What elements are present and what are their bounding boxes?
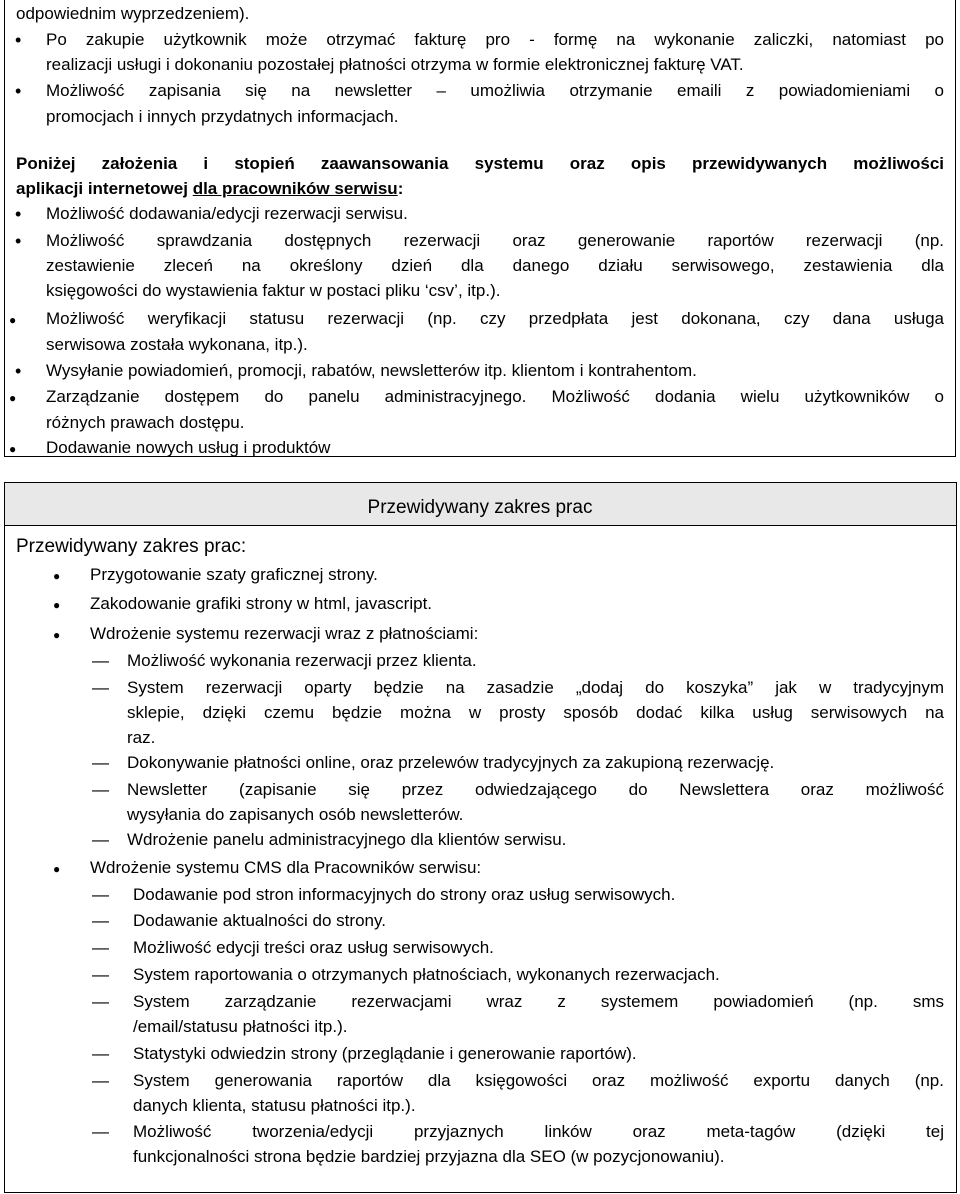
dash-item: System raportowania o otrzymanych płatnościach, wykonanych rezerwacjach. [133,965,720,984]
list-item-cont: różnych prawach dostępu. [46,413,245,432]
dash-item-text: Możliwość wykonania rezerwacji przez klienta. [127,651,477,670]
list-item: ● Przygotowanie szaty graficznej strony. [90,565,378,585]
dash-item: — Możliwość wykonania rezerwacji przez klienta. [92,651,477,670]
section-title: Przewidywany zakres prac [367,497,593,518]
list-item: • Po zakupie użytkownik może otrzymać fakturę pro - formę na wykonanie zaliczki, natomiast po [46,30,944,50]
list-item: ● Dodawanie nowych usług i produktów [46,438,330,458]
list-item: • Wysyłanie powiadomień, promocji, rabatów, newsletterów itp. klientom i kontrahentom. [46,361,697,381]
dash-item: Wdrożenie panelu administracyjnego dla klientów serwisu. [127,830,567,849]
list-item: ● Wdrożenie systemu rezerwacji wraz z płatnościami: [90,624,478,644]
dash-item-cont: wysyłania do zapisanych osób newsletterów. [127,805,464,824]
dash-marker: — [92,911,109,930]
heading-underlined: dla pracowników serwisu [192,179,398,198]
continuation-line: odpowiednim wyprzedzeniem). [16,4,250,23]
dash-item-cont: funkcjonalności strona będzie bardziej przyjazna dla SEO (w pozycjonowaniu). [133,1147,725,1166]
dash-item: Możliwość tworzenia/edycji przyjaznych linków oraz meta-tagów (dzięki tej [133,1122,944,1141]
list-item: • Możliwość sprawdzania dostępnych rezerwacji oraz generowanie raportów rezerwacji (np. [46,231,944,251]
dash-marker: — [92,830,109,849]
list-item: ● Zakodowanie grafiki strony w html, javascript. [90,594,432,614]
list-item: ● Zarządzanie dostępem do panelu administracyjnego. Możliwość dodania wielu użytkowników o [46,387,944,407]
dash-marker: — [92,753,109,772]
dash-item: Możliwość edycji treści oraz usług serwisowych. [133,938,494,957]
list-item-cont: zestawienie zleceń na określony dzień dla danego działu serwisowego, zestawienia dla [46,256,944,275]
dash-marker: — [92,965,109,984]
dash-item: Dodawanie pod stron informacyjnych do strony oraz usług serwisowych. [133,885,676,904]
dash-marker: — [92,1044,109,1063]
dash-item-cont: danych klienta, statusu płatności itp.). [133,1096,416,1115]
section-heading: Poniżej założenia i stopień zaawansowania systemu oraz opis przewidywanych możliwości [16,154,944,173]
dash-marker: — [92,885,109,904]
list-item: ● Możliwość weryfikacji statusu rezerwacji (np. czy przedpłata jest dokonana, czy dana usługa [46,309,944,329]
list-item: • Możliwość dodawania/edycji rezerwacji serwisu. [46,204,408,224]
dash-item: System rezerwacji oparty będzie na zasadzie „dodaj do koszyka” jak w tradycyjnym [127,678,944,697]
dash-marker: — [92,938,109,957]
list-item: • Możliwość zapisania się na newsletter – umożliwia otrzymanie emaili z powiadomieniami o [46,81,944,101]
list-item-cont: serwisowa została wykonana, itp.). [46,335,308,354]
dash-marker: — [92,1122,109,1141]
list-item-cont: księgowości do wystawienia faktur w postaci pliku ‘csv’, itp.). [46,281,501,300]
dash-item-cont: /email/statusu płatności itp.). [133,1017,348,1036]
dash-item: System zarządzanie rezerwacjami wraz z systemem powiadomień (np. sms [133,992,944,1011]
list-item-cont: realizacji usługi i dokonaniu pozostałej płatności otrzyma w formie elektronicznej fakturę VAT. [46,55,744,74]
dash-item: Dokonywanie płatności online, oraz przelewów tradycyjnych za zakupioną rezerwację. [127,753,775,772]
dash-marker: — [92,1071,109,1090]
dash-item: Dodawanie aktualności do strony. [133,911,386,930]
dash-item-cont: sklepie, dzięki czemu będzie można w prosty sposób dodać kilka usług serwisowych na [127,703,944,722]
dash-item: Statystyki odwiedzin strony (przeglądanie i generowanie raportów). [133,1044,637,1063]
dash-item: Newsletter (zapisanie się przez odwiedzającego do Newslettera oraz możliwość [127,780,944,799]
dash-item-cont: raz. [127,728,156,747]
heading-part: aplikacji internetowej [16,179,188,198]
subtitle: Przewidywany zakres prac: [16,536,247,557]
dash-marker: — [92,992,109,1011]
dash-marker: — [92,678,109,697]
dash-marker: — [92,780,109,799]
list-item: ● Wdrożenie systemu CMS dla Pracowników serwisu: [90,858,481,878]
section-heading-cont [16,179,403,199]
heading-colon: : [397,179,404,198]
dash-item: System generowania raportów dla księgowości oraz możliwość exportu danych (np. [133,1071,944,1090]
list-item-cont: promocjach i innych przydatnych informacjach. [46,107,399,126]
